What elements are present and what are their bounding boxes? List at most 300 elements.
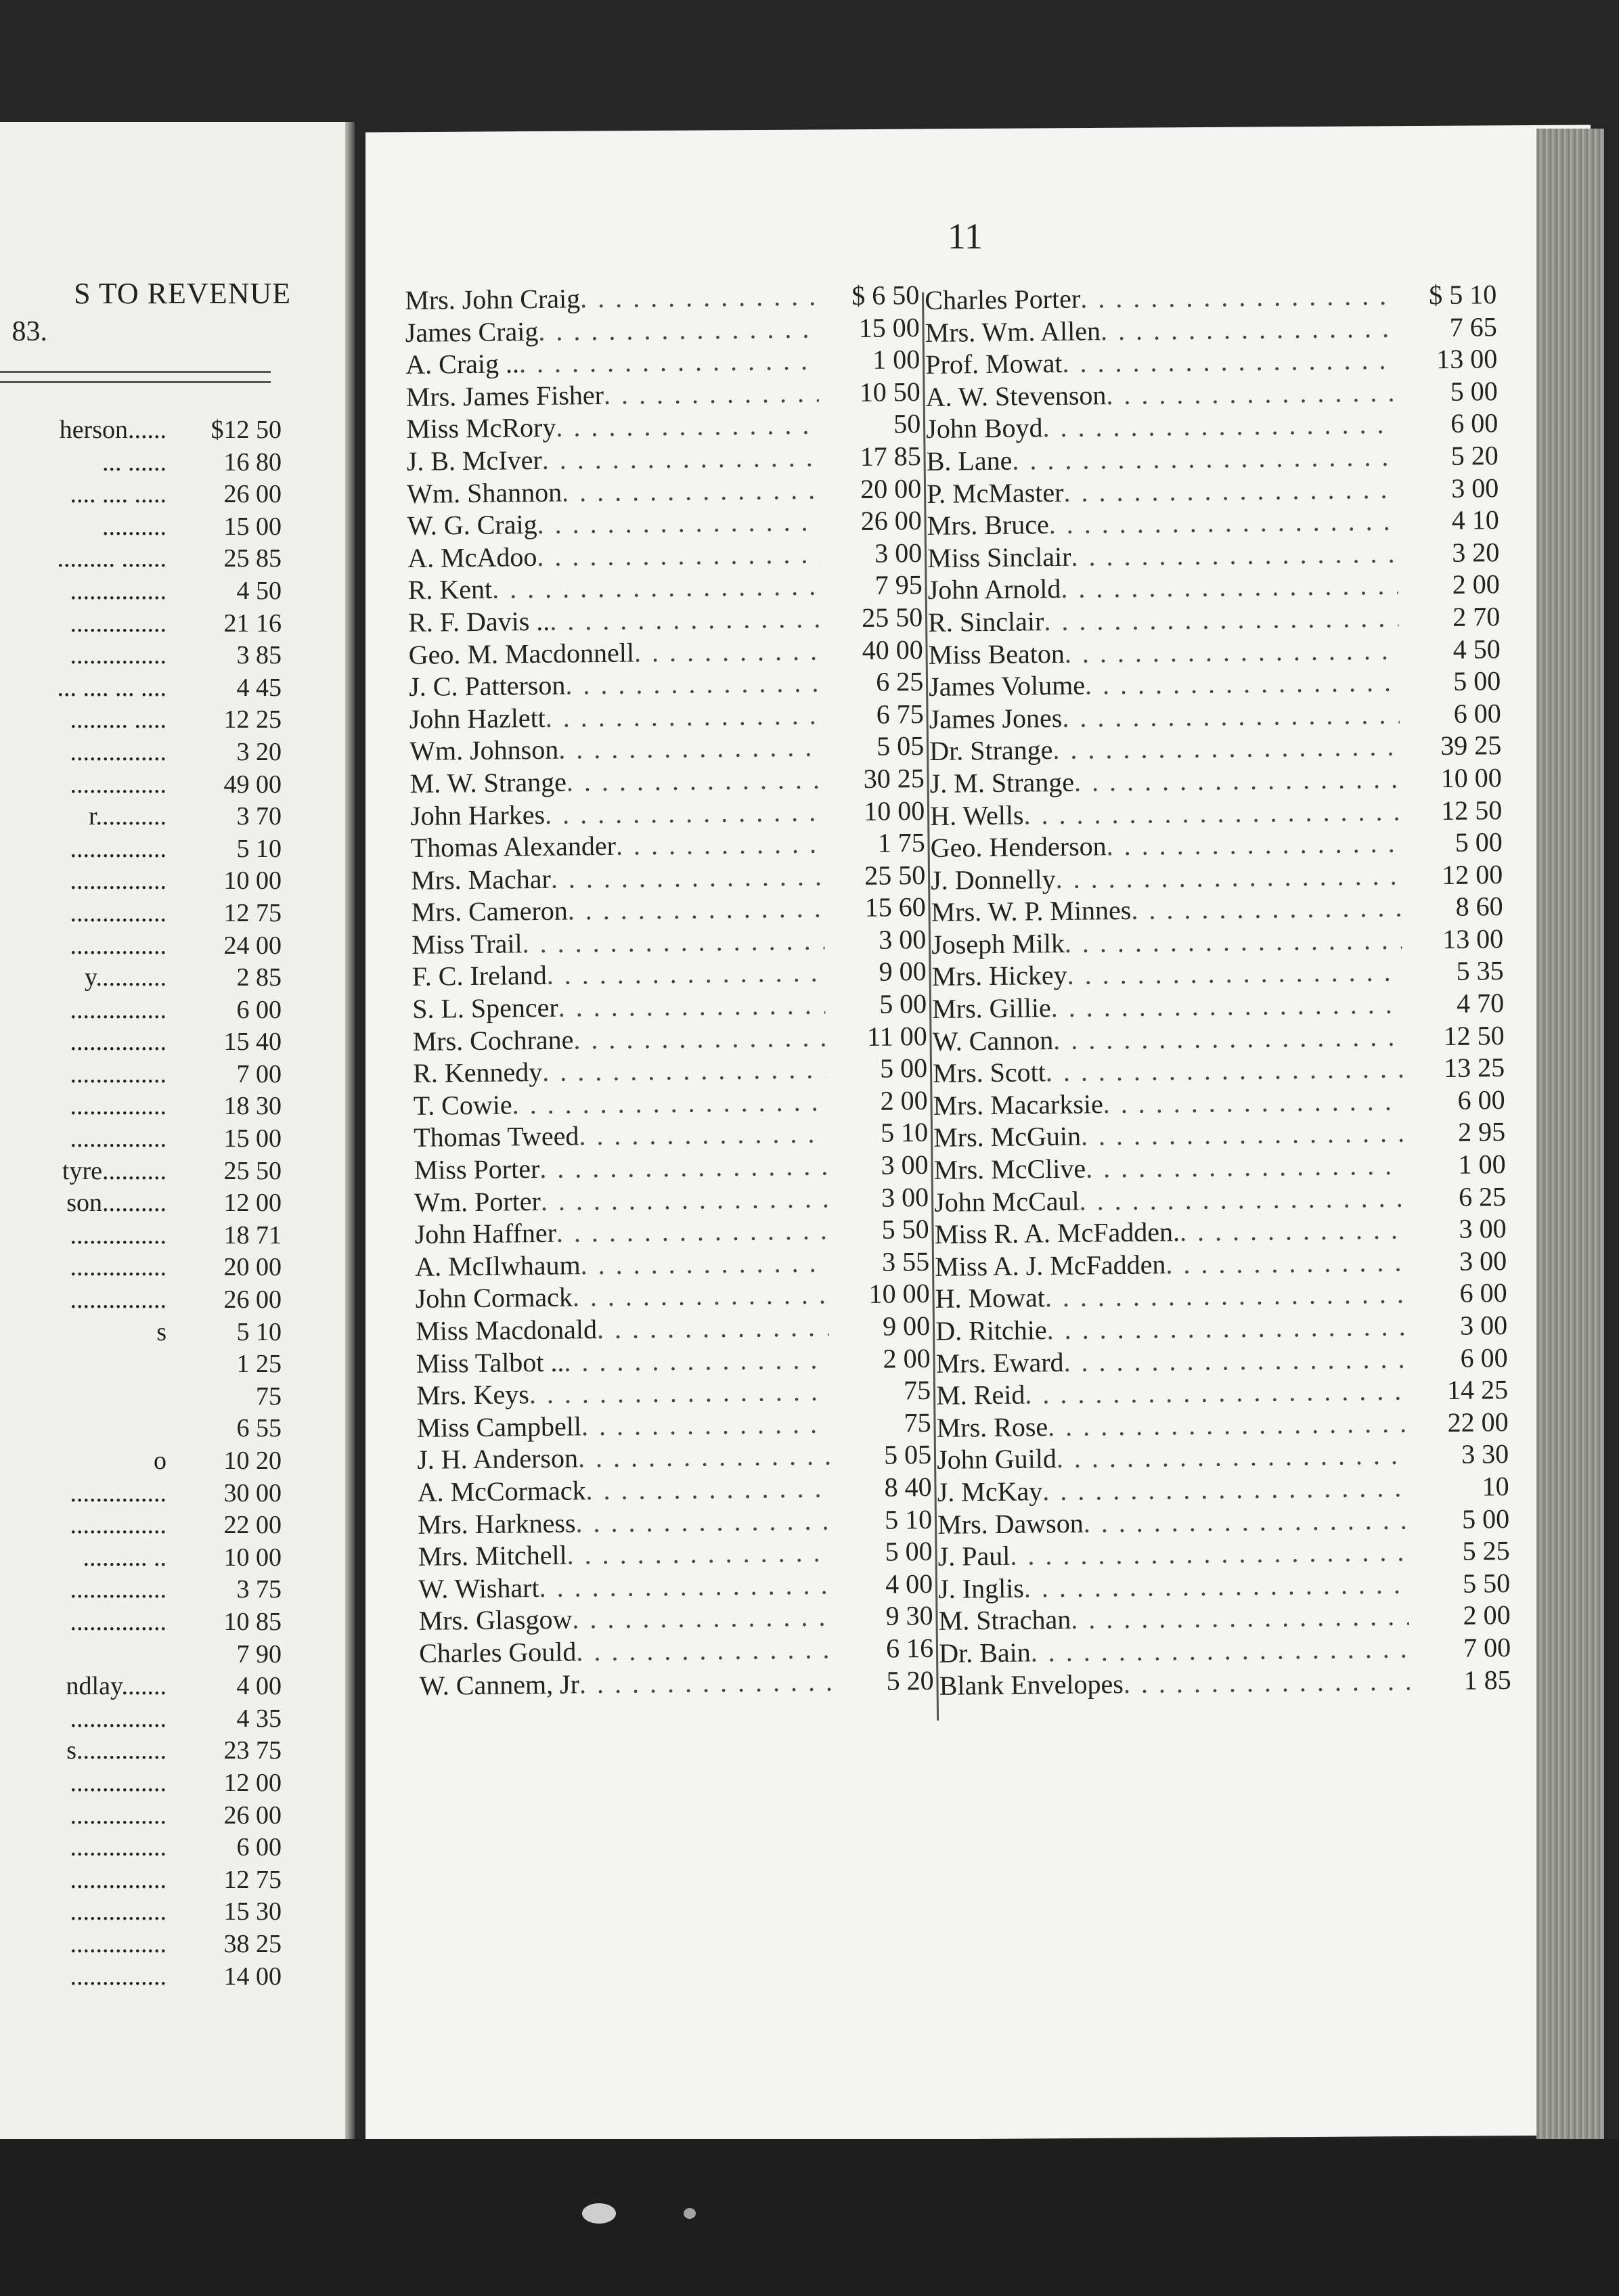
leader-dots [1180,1214,1405,1248]
subscription-amount: 3 00 [878,923,927,955]
subscription-amount: 6 00 [1450,407,1499,439]
left-entry-fragment: ............... [70,1865,167,1894]
subscriber-row [416,1374,931,1412]
subscription-amount: 17 85 [860,440,921,472]
left-entry-fragment: ............... [70,1897,167,1926]
leader-dots [1083,1503,1408,1539]
subscription-amount: 1 00 [872,344,921,375]
page-number: 11 [948,216,983,257]
subscription-column-b [925,278,1511,1702]
subscriber-name: Geo. M. Macdonnell [408,637,635,670]
left-list-item [0,1639,284,1671]
subscription-amount: $ 6 50 [851,280,920,311]
left-list-item [0,1123,284,1155]
left-list-item [0,1445,284,1478]
left-page-column [0,414,284,1993]
left-entry-fragment: ............... [70,1833,167,1862]
subscriber-name: Mrs. McClive [933,1153,1086,1185]
left-entry-fragment: ndlay....... [66,1672,167,1701]
subscription-amount: 6 25 [1458,1180,1507,1212]
subscription-amount: 4 10 [1451,504,1499,536]
leader-dots [537,537,820,573]
leader-dots [1045,1278,1406,1314]
leader-dots [562,473,820,508]
leader-dots [564,1343,829,1378]
left-list-item [0,1800,284,1832]
left-entry-fragment: ............... [70,1704,167,1733]
leader-dots [604,376,819,411]
subscription-amount: 10 00 [1440,762,1502,793]
subscriber-name: A. W. Stevenson [925,379,1107,412]
left-entry-amount: 22 00 [223,1511,282,1540]
subscriber-row [414,1149,928,1187]
leader-dots [529,1375,830,1411]
left-entry-amount: 7 90 [236,1639,282,1669]
leader-dots [1086,1149,1404,1185]
subscription-amount: 10 50 [859,376,921,407]
leader-dots [1046,1053,1404,1088]
left-entry-fragment: ............... [70,866,167,896]
left-entry-amount: 5 10 [236,834,282,863]
subscription-amount: 50 [893,408,921,439]
leader-dots [1065,634,1399,669]
left-entry-fragment: ............... [70,1962,167,1991]
left-list-item [0,898,284,930]
subscription-amount: 3 00 [1459,1245,1507,1277]
subscriber-row [411,859,925,897]
subscription-amount: 75 [904,1407,931,1438]
subscriber-row [405,279,919,317]
left-entry-fragment: ............... [70,898,167,927]
left-entry-fragment: ... .... ... .... [57,673,167,702]
subscriber-name: R. F. Davis .. [407,605,550,638]
subscriber-name: Joseph Milk [931,927,1065,960]
subscriber-name: M. Strachan [938,1604,1071,1637]
scan-artifact [684,2208,696,2219]
subscriber-row [418,1535,932,1573]
subscriber-name: Charles Gould [418,1636,577,1669]
leader-dots [578,1440,830,1474]
left-entry-fragment: s.............. [66,1736,167,1765]
subscriber-name: Blank Envelopes [939,1668,1124,1701]
subscription-amount: $ 5 10 [1428,279,1497,311]
subscription-amount: 5 50 [881,1214,929,1245]
subscriber-name: J. M. Strange [929,766,1075,799]
left-entry-amount: 12 00 [223,1768,282,1797]
subscriber-name: Wm. Johnson [409,734,559,767]
left-entry-amount: 10 00 [223,866,282,896]
leader-dots [1106,376,1396,411]
left-entry-fragment: .... .... ..... [70,480,167,509]
subscription-amount: 2 00 [883,1342,931,1374]
subscriber-row [419,1664,933,1702]
subscription-amount: 2 00 [1452,569,1500,600]
left-list-item [0,1220,284,1252]
subscriber-row [406,407,921,445]
subscription-amount: 11 00 [866,1020,927,1052]
leader-dots [580,280,818,315]
left-list-item [0,801,284,833]
left-entry-amount: 26 00 [223,480,282,509]
leader-dots [550,602,821,638]
subscriber-name: A. McAdoo [407,541,537,573]
subscriber-row [414,1213,929,1251]
subscriber-name: John Haffner [414,1217,557,1250]
left-list-item [0,1187,284,1220]
leader-dots [1063,472,1397,508]
subscriber-row [412,923,926,961]
left-entry-amount: 15 30 [223,1897,282,1926]
subscription-amount: 9 00 [882,1310,931,1342]
subscriber-name: Miss Trail [411,928,523,960]
leader-dots [572,1601,832,1636]
subscriber-name: P. McMaster [927,477,1064,509]
subscriber-name: James Jones [929,702,1063,734]
subscriber-name: Mrs. Dawson [937,1507,1084,1540]
left-list-item [0,1155,284,1188]
subscription-amount: 3 20 [1451,536,1500,568]
subscriber-row [407,537,922,575]
left-list-item [0,1767,284,1800]
leader-dots [1012,441,1397,477]
left-entry-fragment: ............... [70,1092,167,1121]
leader-dots [1063,1342,1406,1378]
left-entry-amount: 25 85 [223,544,282,573]
subscription-amount: 30 25 [863,762,925,794]
leader-dots [1124,1664,1410,1700]
subscription-amount: 5 00 [1452,665,1501,697]
left-entry-fragment: ............... [70,1478,167,1507]
leader-dots [541,1182,828,1217]
left-list-item [0,479,284,511]
subscriber-row [414,1116,928,1154]
subscription-amount: 25 50 [864,859,926,891]
leader-dots [1071,1600,1409,1636]
subscriber-name: J. Inglis [937,1572,1025,1604]
left-entry-amount: 49 00 [223,770,282,799]
subscription-amount: 9 00 [879,956,927,988]
scanner-background [0,2139,1619,2296]
leader-dots [585,1472,830,1506]
subscriber-name: Mrs. Mitchell [418,1539,567,1572]
subscriber-name: B. Lane [926,445,1013,477]
subscription-amount: 1 85 [1463,1664,1511,1696]
left-list-item [0,1928,284,1961]
left-entry-fragment: herson...... [59,416,167,444]
subscription-amount: 5 25 [1462,1535,1510,1566]
left-entry-amount: 6 55 [236,1414,282,1443]
left-entry-amount: 6 00 [236,1833,282,1862]
subscriber-name: Mrs. Hickey [931,960,1067,992]
subscriber-name: A. McIlwhaum [414,1250,581,1282]
left-entry-amount: 15 00 [223,512,282,541]
leader-dots [568,892,824,927]
subscription-amount: 5 00 [1455,826,1503,858]
subscription-amount: 12 50 [1440,794,1503,826]
left-list-item [0,1381,284,1413]
subscription-amount: 5 00 [879,988,927,1019]
subscriber-name: Dr. Bain [938,1637,1031,1669]
left-list-item [0,865,284,898]
subscription-amount: 3 00 [1459,1213,1507,1245]
subscription-amount: 3 00 [1459,1310,1508,1341]
subscriber-name: J. Donnelly [930,863,1056,896]
subscriber-name: R. Sinclair [927,606,1044,638]
leader-dots [567,763,823,798]
left-entry-amount: 75 [256,1382,282,1411]
left-entry-fragment: ............... [70,1028,167,1057]
left-list-item [0,1832,284,1864]
left-list-item [0,1896,284,1928]
subscriber-row [407,504,921,542]
subscriber-name: James Volume [928,669,1086,703]
leader-dots [1025,1375,1406,1411]
subscriber-row [408,601,923,639]
left-page-header-year: 83. [12,316,47,347]
left-entry-amount: 18 30 [223,1092,282,1121]
subscriber-name: W. Wishart [418,1572,539,1604]
leader-dots [1079,1181,1404,1217]
left-entry-amount: 7 00 [236,1059,282,1088]
leader-dots [573,1021,826,1055]
left-entry-amount: 30 00 [223,1478,282,1507]
subscriber-name: Mrs. Wm. Allen [925,315,1101,348]
subscription-amount: 6 00 [1457,1084,1505,1116]
left-entry-amount: 3 70 [236,802,282,831]
subscription-amount: 2 00 [880,1084,928,1116]
subscriber-name: J. H. Anderson [416,1442,579,1476]
left-entry-fragment [0,1348,167,1381]
subscriber-name: Miss Campbell [416,1411,582,1443]
leader-dots [1023,795,1400,831]
header-double-rule [0,371,271,383]
leader-dots [1085,666,1400,701]
leader-dots [1062,344,1396,380]
leader-dots [575,1504,830,1539]
subscriber-name: Mrs. Gillie [931,992,1051,1025]
subscriber-row [416,1310,930,1348]
left-entry-amount: 4 45 [236,673,282,702]
left-list-item [0,1026,284,1059]
left-list-item [0,608,284,640]
leader-dots [539,1568,831,1604]
leader-dots [1131,891,1402,927]
left-list-item [0,1606,284,1639]
subscriber-name: Thomas Alexander [410,830,617,864]
subscriber-name: W. Cannon [932,1024,1054,1057]
left-entry-fragment: ............... [70,995,167,1024]
subscription-amount: 1 75 [877,827,925,858]
left-entry-amount: 15 00 [223,1124,282,1153]
left-entry-fragment [0,1639,167,1671]
subscription-amount: 7 65 [1449,311,1497,343]
subscription-amount: 6 00 [1453,697,1501,729]
left-entry-amount: 15 40 [223,1028,282,1057]
subscriber-name: J. McKay [937,1476,1043,1507]
left-entry-fragment: ............... [70,770,167,799]
subscription-amount: 3 00 [1450,472,1499,504]
leader-dots [1062,698,1400,734]
subscriber-name: F. C. Ireland [412,960,547,992]
subscriber-row [410,826,925,864]
subscription-amount: 13 00 [1442,923,1504,954]
subscriber-row [409,730,924,768]
subscriber-name: John Arnold [927,573,1061,606]
left-list-item [0,1348,284,1381]
left-entry-fragment [0,1381,167,1413]
subscriber-row [409,762,924,800]
leader-dots [1046,1310,1406,1346]
left-entry-fragment: son.......... [66,1189,167,1218]
left-list-item [0,962,284,994]
subscription-amount: 2 95 [1457,1116,1506,1148]
left-list-item [0,414,284,447]
subscription-column-a [405,279,934,1702]
left-entry-amount: 1 25 [236,1350,282,1379]
subscription-amount: 3 00 [874,537,923,569]
leader-dots [1051,988,1403,1024]
left-list-item [0,1864,284,1897]
left-entry-amount: 26 00 [223,1801,282,1830]
right-page-stack-edge [1536,129,1604,2152]
left-entry-amount: 4 35 [236,1704,282,1733]
leader-dots [1103,1085,1403,1120]
leader-dots [597,1311,829,1346]
subscription-amount: 6 16 [885,1632,934,1664]
subscriber-name: John Boyd [926,412,1043,445]
subscriber-name: Mrs. John Craig [405,283,581,315]
left-entry-fragment: ............... [70,1220,167,1250]
subscriber-row [407,569,922,606]
subscription-amount: 12 50 [1443,1019,1505,1051]
subscription-amount: 15 60 [864,891,926,923]
subscriber-row [410,794,925,832]
left-list-item [0,1252,284,1284]
subscriber-row [413,1084,927,1122]
subscriber-name: Mrs. Keys [416,1379,530,1411]
subscriber-name: Prof. Mowat [925,348,1063,380]
subscriber-name: D. Ritchie [935,1315,1047,1346]
subscriber-name: John Hazlett [409,702,546,734]
subscription-amount: 26 00 [860,505,922,537]
left-entry-fragment [0,1413,167,1445]
subscription-amount: 6 00 [1460,1342,1508,1373]
subscriber-name: H. Wells [929,799,1024,831]
leader-dots [545,795,824,831]
subscription-amount: 40 00 [862,634,923,665]
subscriber-name: T. Cowie [413,1089,512,1121]
left-entry-amount: 23 75 [223,1736,282,1765]
left-entry-fragment: ............... [70,1929,167,1958]
subscriber-row [407,472,921,510]
subscription-amount: 2 70 [1452,601,1501,632]
subscriber-name: Mrs. Bruce [927,509,1049,542]
left-list-item [0,1413,284,1445]
subscription-amount: 5 05 [876,730,925,762]
subscription-amount: 3 00 [881,1149,929,1180]
left-list-item [0,1671,284,1703]
left-entry-fragment: tyre.......... [62,1156,167,1185]
subscriber-row [412,955,926,993]
subscriber-name: J. Paul [937,1540,1011,1572]
leader-dots [1061,569,1398,605]
left-entry-amount: 3 75 [236,1575,282,1604]
subscription-amount: 39 25 [1440,730,1502,761]
subscription-amount: 9 30 [885,1600,933,1632]
left-list-item [0,640,284,672]
leader-dots [542,1053,826,1088]
left-list-item [0,1509,284,1542]
left-entry-amount: 5 10 [236,1317,282,1346]
left-entry-amount: 2 85 [236,963,282,992]
subscriber-name: J. B. McIver [406,444,542,477]
leader-dots [546,956,824,992]
leader-dots [616,828,824,862]
leader-dots [512,1085,826,1120]
left-entry-fragment: ............... [70,641,167,670]
subscriber-name: Miss R. A. McFadden. [934,1216,1180,1250]
left-list-item [0,1090,284,1123]
subscriber-name: Dr. Strange [929,734,1053,767]
left-entry-fragment: .......... .. [83,1543,167,1572]
left-entry-fragment: .......... [102,512,167,541]
leader-dots [1048,1407,1407,1442]
subscriber-name: Mrs. W. P. Minnes [931,895,1132,928]
subscriber-row [939,1664,1511,1702]
left-list-item [0,1317,284,1349]
subscription-amount: 5 10 [884,1503,933,1535]
subscriber-name: Geo. Henderson [930,831,1107,864]
subscriber-name: Wm. Porter [414,1185,541,1218]
scan-artifact [582,2203,616,2224]
left-entry-amount: 38 25 [223,1929,282,1958]
subscription-amount: 13 00 [1436,343,1498,375]
left-entry-fragment: ............... [70,737,167,766]
leader-dots [541,441,820,477]
subscriber-row [408,634,923,671]
subscription-amount: 3 55 [881,1245,930,1277]
left-list-item [0,1703,284,1736]
subscriber-name: Mrs. James Fisher [405,379,604,412]
subscriber-name: Mrs. Rose [936,1411,1048,1443]
subscriber-name: Mrs. Cochrane [412,1024,574,1057]
left-list-item [0,1735,284,1767]
left-entry-fragment: o [154,1447,167,1475]
leader-dots [576,1633,832,1668]
leader-dots [558,989,825,1024]
subscriber-name: A. Craig .. [405,348,520,380]
left-entry-amount: 12 75 [223,1865,282,1894]
leader-dots [1101,311,1396,347]
left-entry-fragment: ............... [70,1607,167,1636]
subscription-amount: 20 00 [860,472,922,504]
subscriber-name: James Craig [405,315,539,348]
left-page-header: S TO REVENUE [74,277,291,310]
subscriber-row [415,1245,929,1283]
subscriber-name: Miss Sinclair [927,541,1071,573]
subscription-amount: 5 00 [1450,375,1498,407]
left-list-item [0,1284,284,1317]
left-list-item [0,736,284,769]
left-entry-fragment: ............... [70,609,167,638]
subscription-amount: 22 00 [1447,1406,1509,1438]
leader-dots [492,570,821,606]
subscription-amount: 14 25 [1446,1374,1509,1406]
left-entry-amount: 14 00 [223,1962,282,1991]
leader-dots [565,667,822,702]
left-list-item [0,1478,284,1510]
leader-dots [1044,602,1398,638]
